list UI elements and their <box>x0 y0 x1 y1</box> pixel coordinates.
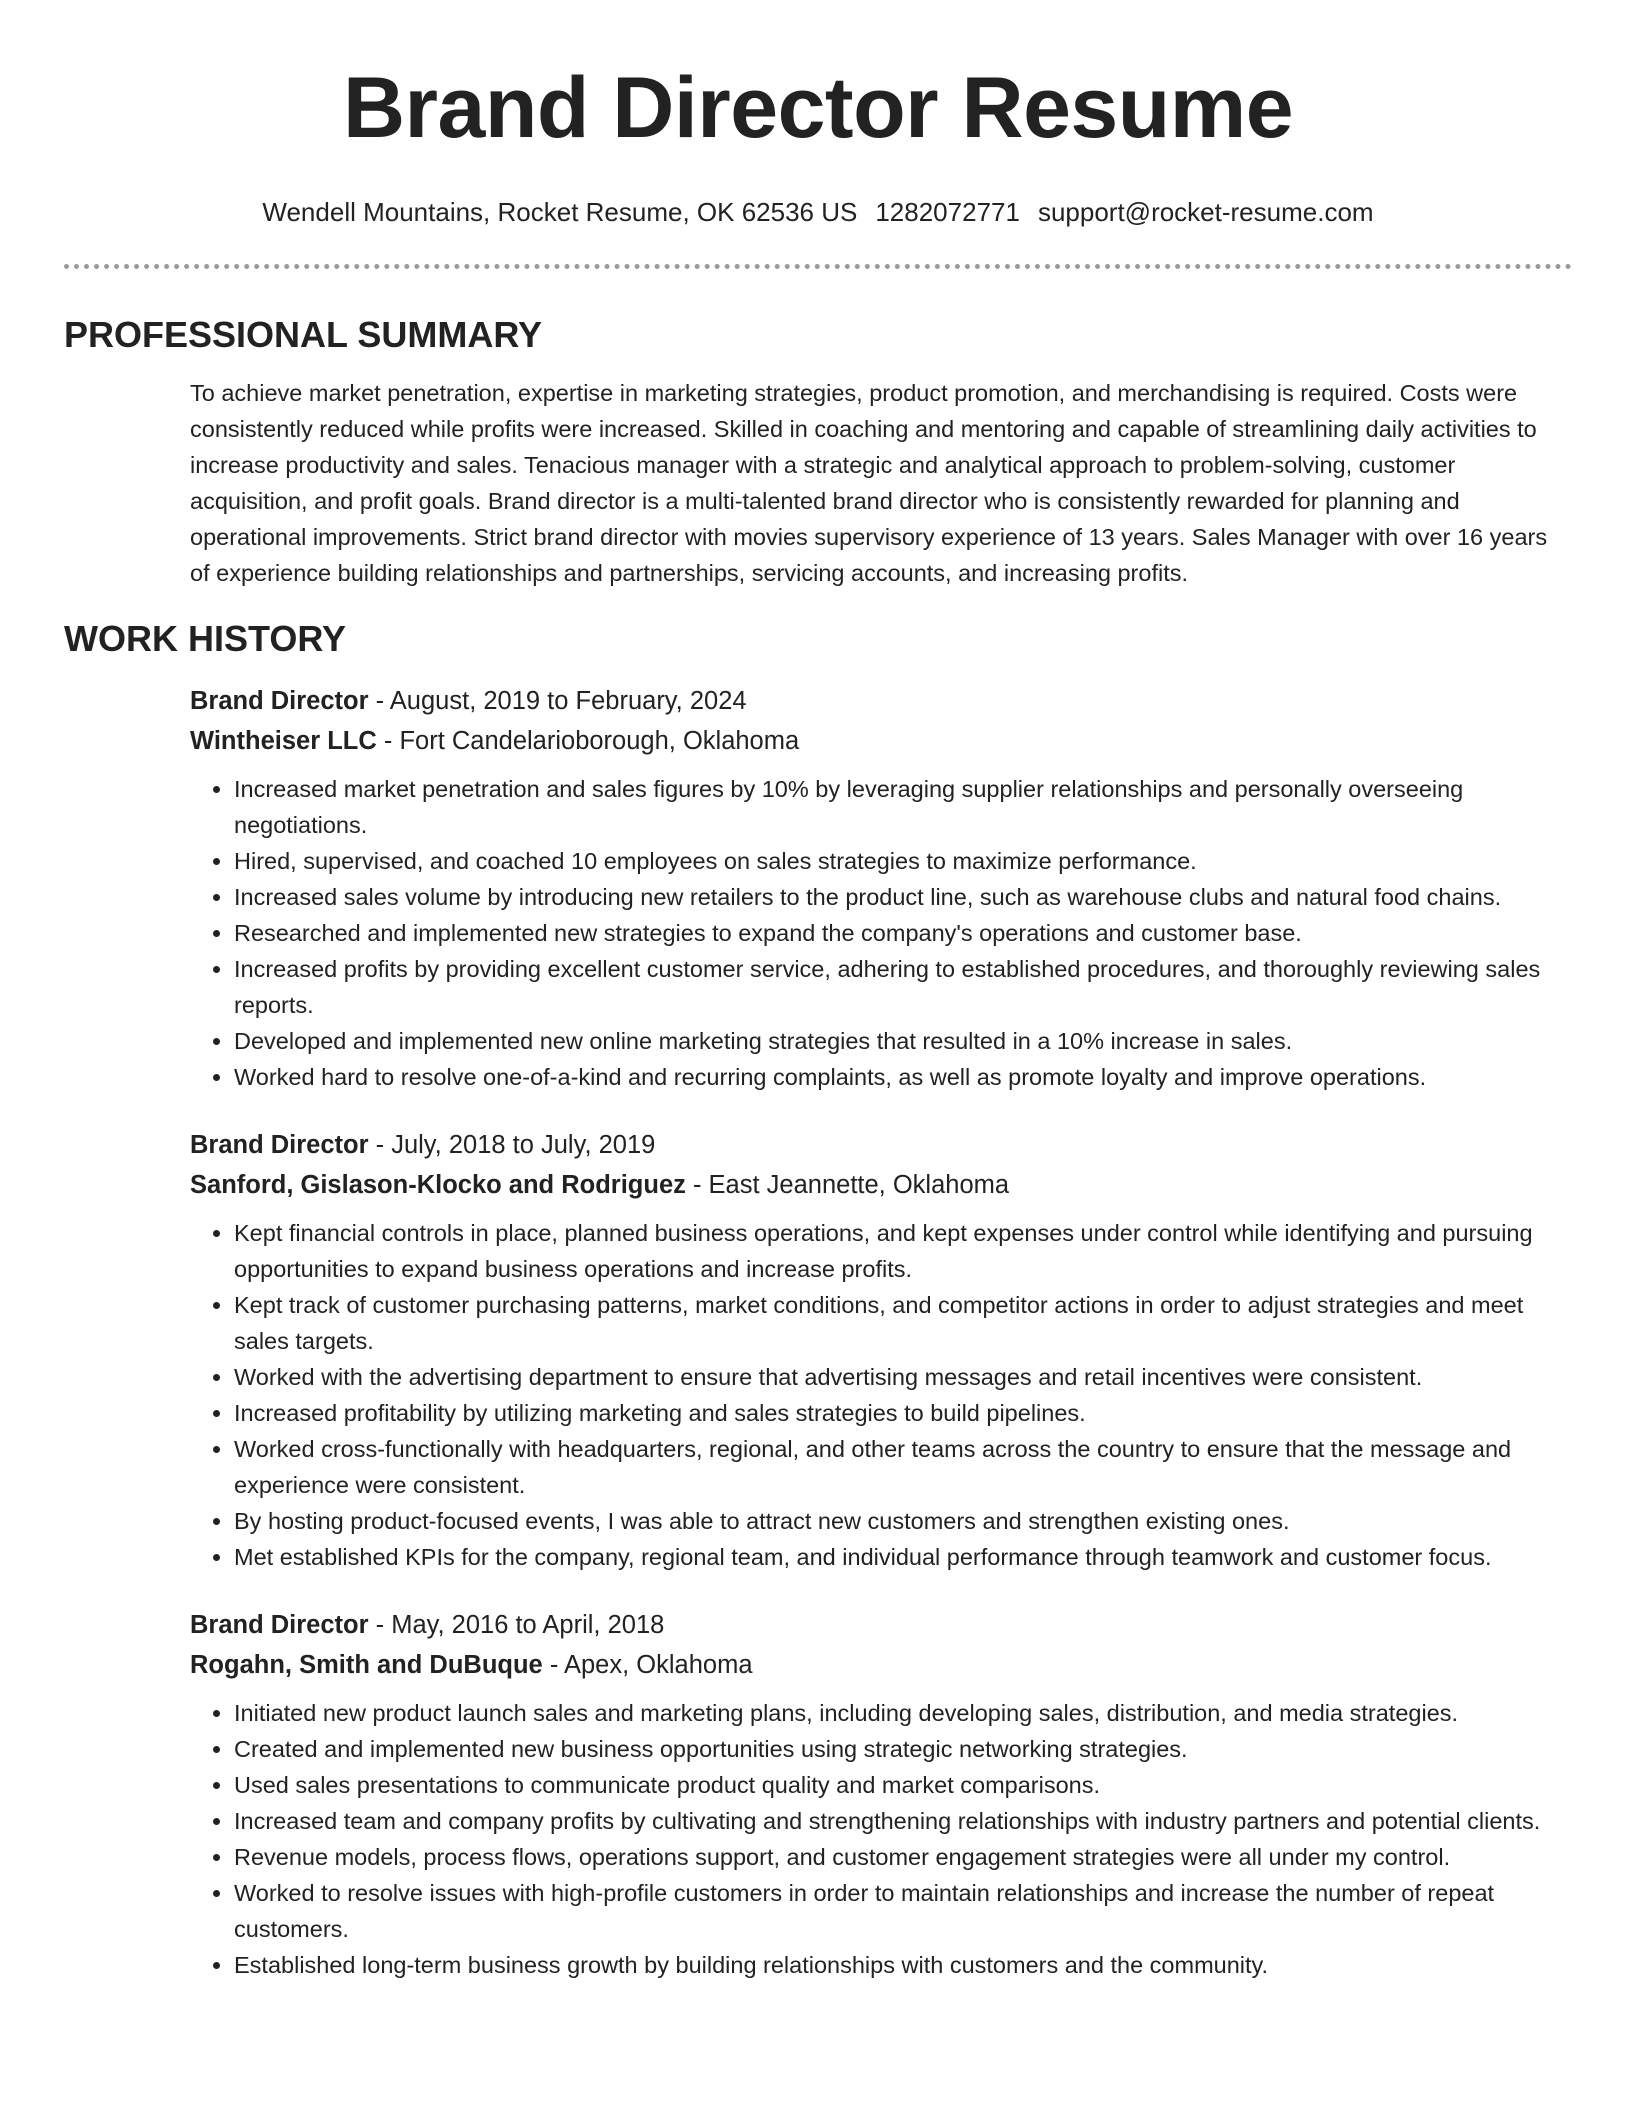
job-bullet: • Increased profitability by utilizing marketing and sales strategies to build pipelines. <box>234 1395 1572 1431</box>
job-company: Rogahn, Smith and DuBuque <box>190 1651 543 1679</box>
job-bullet: • Worked with the advertising department to ensure that advertising messages and retail incentives were consistent. <box>234 1359 1572 1395</box>
work-history-heading: WORK HISTORY <box>64 618 347 659</box>
job-location: - East Jeannette, Oklahoma <box>685 1171 1010 1199</box>
job-title-line <box>190 1605 1572 1645</box>
job-dates: - July, 2018 to July, 2019 <box>368 1131 656 1159</box>
job-location: - Fort Candelarioborough, Oklahoma <box>376 727 800 755</box>
job-title-line <box>190 681 1572 721</box>
job-bullet: • Increased sales volume by introducing new retailers to the product line, such as warehouse clubs and natural food chains. <box>234 879 1572 915</box>
job-title: Brand Director <box>190 1611 369 1639</box>
resume-page <box>64 0 1572 1983</box>
job-bullet: • Revenue models, process flows, operations support, and customer engagement strategies were all under my control. <box>234 1839 1572 1875</box>
job-entry <box>190 681 1572 1095</box>
job-company-line <box>190 1165 1572 1205</box>
contact-line <box>64 196 1572 228</box>
job-bullet: • Kept financial controls in place, planned business operations, and kept expenses under control while identifying and pursuing opportunities to expand business operations and increase profits. <box>234 1215 1572 1287</box>
job-company-line <box>190 1645 1572 1685</box>
job-bullet-list <box>190 771 1572 1095</box>
job-dates: - August, 2019 to February, 2024 <box>368 687 747 715</box>
job-bullet: • Established long-term business growth by building relationships with customers and the community. <box>234 1947 1572 1983</box>
job-bullet: • Worked to resolve issues with high-profile customers in order to maintain relationships and increase the number of repeat customers. <box>234 1875 1572 1947</box>
job-title: Brand Director <box>190 1131 369 1159</box>
job-bullet: • Created and implemented new business opportunities using strategic networking strategies. <box>234 1731 1572 1767</box>
job-company-line <box>190 721 1572 761</box>
job-bullet: • Researched and implemented new strategies to expand the company's operations and customer base. <box>234 915 1572 951</box>
job-bullet: • Increased team and company profits by cultivating and strengthening relationships with industry partners and potential clients. <box>234 1803 1572 1839</box>
job-company: Sanford, Gislason-Klocko and Rodriguez <box>190 1171 686 1199</box>
job-entry <box>190 1605 1572 1983</box>
job-entry <box>190 1125 1572 1575</box>
job-bullet: • Worked hard to resolve one-of-a-kind and recurring complaints, as well as promote loyalty and improve operations. <box>234 1059 1572 1095</box>
contact-phone: 1282072771 <box>875 197 1020 227</box>
job-list <box>64 681 1572 1983</box>
job-bullet-list <box>190 1215 1572 1575</box>
job-bullet: • Used sales presentations to communicate product quality and market comparisons. <box>234 1767 1572 1803</box>
job-location: - Apex, Oklahoma <box>542 1651 753 1679</box>
job-bullet: • Met established KPIs for the company, regional team, and individual performance through teamwork and customer focus. <box>234 1539 1572 1575</box>
summary-text: To achieve market penetration, expertise in marketing strategies, product promotion, and merchandising is required. Costs were consistently reduced while profits were increased. Skilled in coaching and mentoring and capable of streamlining daily activities to increase productivity and sales. Tenacious manager with a strategic and analytical approach to problem-solving, customer acquisition, and profit goals. Brand director is a multi-talented brand director who is consistently rewarded for planning and operational improvements. Strict brand director with movies supervisory experience of 13 years. Sales Manager with over 16 years of experience building relationships and partnerships, servicing accounts, and increasing profits. <box>190 380 1548 586</box>
job-bullet: • Worked cross-functionally with headquarters, regional, and other teams across the country to ensure that the message and experience were consistent. <box>234 1431 1572 1503</box>
job-bullet: • Developed and implemented new online marketing strategies that resulted in a 10% increase in sales. <box>234 1023 1572 1059</box>
resume-title: Brand Director Resume <box>342 60 1294 156</box>
job-title: Brand Director <box>190 687 369 715</box>
job-bullet: • Kept track of customer purchasing patterns, market conditions, and competitor actions in order to adjust strategies and meet sales targets. <box>234 1287 1572 1359</box>
job-bullet: • Initiated new product launch sales and marketing plans, including developing sales, distribution, and media strategies. <box>234 1695 1572 1731</box>
job-title-line <box>190 1125 1572 1165</box>
job-bullet: • Increased profits by providing excellent customer service, adhering to established procedures, and thoroughly reviewing sales reports. <box>234 951 1572 1023</box>
job-bullet-list <box>190 1695 1572 1983</box>
job-bullet: • Hired, supervised, and coached 10 employees on sales strategies to maximize performance. <box>234 843 1572 879</box>
contact-email: support@rocket-resume.com <box>1037 197 1374 227</box>
job-bullet: • Increased market penetration and sales figures by 10% by leveraging supplier relationships and personally overseeing negotiations. <box>234 771 1572 843</box>
header-divider <box>64 264 1572 269</box>
job-bullet: • By hosting product-focused events, I was able to attract new customers and strengthen existing ones. <box>234 1503 1572 1539</box>
summary-heading: PROFESSIONAL SUMMARY <box>64 314 543 355</box>
job-dates: - May, 2016 to April, 2018 <box>368 1611 665 1639</box>
job-company: Wintheiser LLC <box>190 727 377 755</box>
contact-address: Wendell Mountains, Rocket Resume, OK 62536 US <box>262 197 858 227</box>
